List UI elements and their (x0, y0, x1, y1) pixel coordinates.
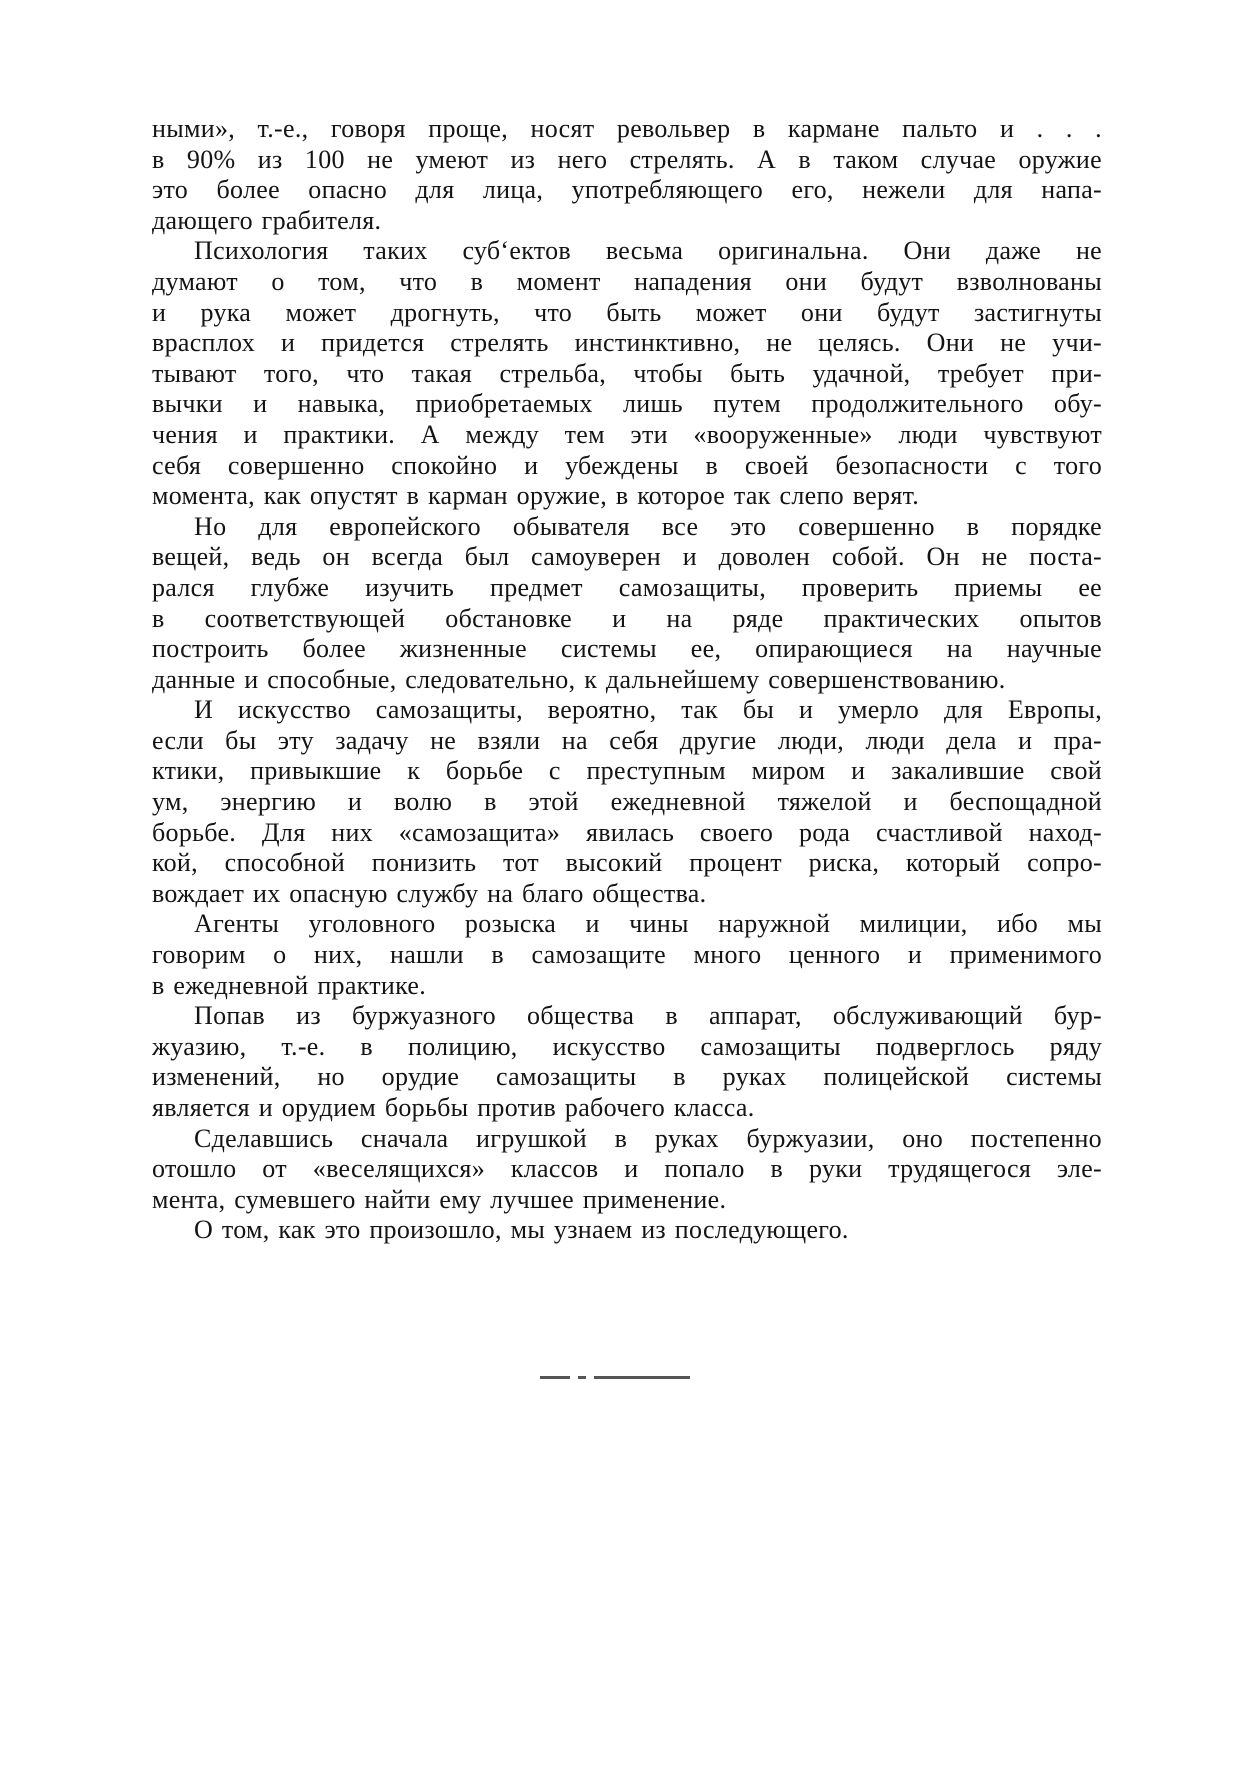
paragraph-3 (152, 512, 1102, 696)
section-end-rule (540, 1376, 692, 1380)
text-line: рался глубже изучить предмет самозащиты, проверить приемы ее (152, 572, 1102, 602)
text-line: является и орудием борьбы против рабочего класса. (152, 1093, 755, 1122)
paragraph-4 (152, 695, 1102, 909)
paragraph-7 (152, 1124, 1102, 1216)
text-line: в соответствующей обстановке и на ряде практических опытов (152, 603, 1102, 633)
paragraph-5 (152, 909, 1102, 1001)
text-line: это более опасно для лица, употребляющего его, нежели для напа- (152, 175, 1102, 205)
text-line: Психология таких суб‘ектов весьма оригинальна. Они даже не (194, 236, 1102, 266)
text-line: отошло от «веселящихся» классов и попало в руки трудящегося эле- (152, 1154, 1102, 1184)
text-line: в 90% из 100 не умеют из него стрелять. А в таком случае оружие (152, 144, 1102, 174)
paragraph-6 (152, 1001, 1102, 1123)
paragraph-8 (152, 1215, 1102, 1246)
text-line: момента, как опустят в карман оружие, в которое так слепо верят. (152, 481, 920, 511)
text-line: вещей, ведь он всегда был самоуверен и доволен собой. Он не поста- (152, 542, 1102, 572)
text-line: вождает их опасную службу на благо общества. (152, 878, 707, 908)
text-line: дающего грабителя. (152, 205, 382, 235)
paragraph-2 (152, 236, 1102, 511)
text-line: построить более жизненные системы ее, опирающиеся на научные (152, 634, 1102, 664)
text-line: чения и практики. А между тем эти «вооруженные» люди чувствуют (152, 419, 1102, 449)
text-line: жуазию, т.-е. в полицию, искусство самозащиты подверглось ряду (152, 1031, 1102, 1061)
text-line: И искусство самозащиты, вероятно, так бы и умерло для Европы, (194, 695, 1102, 725)
text-line: изменений, но орудие самозащиты в руках полицейской системы (152, 1062, 1102, 1092)
text-line: Попав из буржуазного общества в аппарат, обслуживающий бур- (194, 1001, 1102, 1031)
text-line: Сделавшись сначала игрушкой в руках буржуазии, оно постепенно (194, 1123, 1102, 1153)
text-line: ум, энергию и волю в этой ежедневной тяжелой и беспощадной (152, 787, 1102, 817)
text-line: если бы эту задачу не взяли на себя другие люди, люди дела и пра- (152, 725, 1102, 755)
text-line: думают о том, что в момент нападения они будут взволнованы (152, 266, 1102, 296)
text-line: мента, сумевшего найти ему лучшее применение. (152, 1184, 727, 1214)
text-line: говорим о них, нашли в самозащите много ценного и применимого (152, 940, 1102, 970)
body-text (152, 114, 1102, 1246)
text-line: ными», т.-е., говоря проще, носят револьвер в кармане пальто и . . . (152, 114, 1102, 143)
text-line: себя совершенно спокойно и убеждены в своей безопасности с того (152, 450, 1102, 480)
text-line: Агенты уголовного розыска и чины наружной милиции, ибо мы (194, 909, 1102, 939)
text-line: О том, как это произошло, мы узнаем из последующего. (194, 1215, 849, 1245)
paragraph-1 (152, 114, 1102, 236)
text-line: тывают того, что такая стрельба, чтобы быть удачной, требует при- (152, 358, 1102, 388)
text-line: борьбе. Для них «самозащита» явилась своего рода счастливой наход- (152, 817, 1102, 847)
text-line: врасплох и придется стрелять инстинктивно, не целясь. Они не учи- (152, 328, 1102, 358)
text-line: ктики, привыкшие к борьбе с преступным миром и закалившие свой (152, 756, 1102, 786)
text-line: Но для европейского обывателя все это совершенно в порядке (194, 511, 1102, 541)
text-line: кой, способной понизить тот высокий процент риска, который сопро- (152, 848, 1102, 878)
text-line: и рука может дрогнуть, что быть может они будут застигнуты (152, 297, 1102, 327)
text-line: вычки и навыка, приобретаемых лишь путем продолжительного обу- (152, 389, 1102, 419)
text-line: в ежедневной практике. (152, 970, 427, 1000)
text-line: данные и способные, следовательно, к дальнейшему совершенствованию. (152, 664, 1006, 694)
